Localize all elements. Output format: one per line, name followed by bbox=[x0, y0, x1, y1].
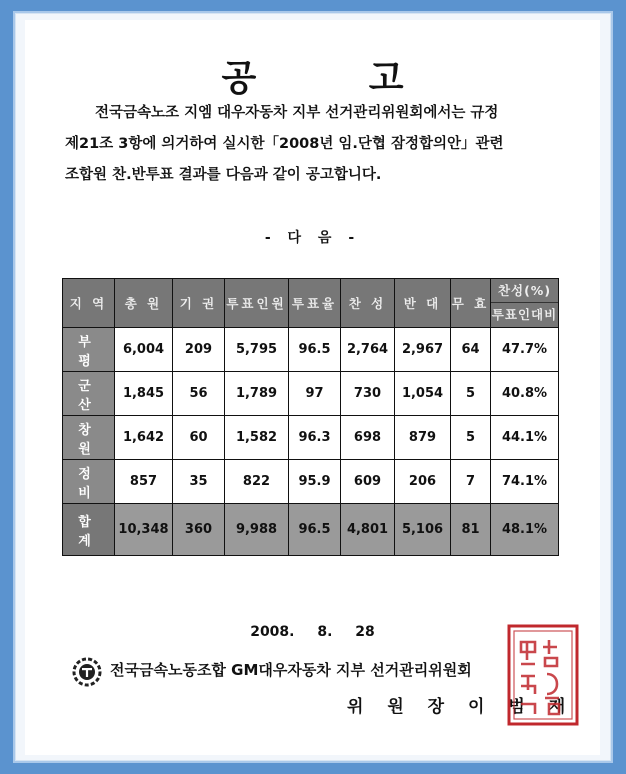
cell-approval: 47.7% bbox=[491, 328, 559, 372]
cell-voters: 822 bbox=[225, 460, 289, 504]
header-turnout: 투표율 bbox=[289, 279, 341, 328]
table-body bbox=[63, 328, 559, 556]
cell-abstain: 35 bbox=[173, 460, 225, 504]
table-row bbox=[63, 328, 559, 372]
header-members: 총 원 bbox=[115, 279, 173, 328]
table-row bbox=[63, 416, 559, 460]
cell-approval: 40.8% bbox=[491, 372, 559, 416]
cell-turnout: 97 bbox=[289, 372, 341, 416]
page-title: 공 고 bbox=[221, 58, 454, 99]
header-abstain: 기 권 bbox=[173, 279, 225, 328]
table-row bbox=[63, 460, 559, 504]
notice-date: 2008. 8. 28 bbox=[250, 624, 375, 640]
cell-abstain: 360 bbox=[173, 504, 225, 556]
cell-yes: 2,764 bbox=[341, 328, 395, 372]
header-approval-bottom: 투표인대비 bbox=[491, 307, 558, 322]
cell-yes: 609 bbox=[341, 460, 395, 504]
cell-invalid: 5 bbox=[451, 416, 491, 460]
cell-voters: 5,795 bbox=[225, 328, 289, 372]
notice-body bbox=[65, 98, 585, 191]
cell-invalid: 5 bbox=[451, 372, 491, 416]
cell-no: 2,967 bbox=[395, 328, 451, 372]
cell-no: 1,054 bbox=[395, 372, 451, 416]
body-line: 제21조 3항에 의거하여 실시한「2008년 임.단협 잠정합의안」관련 bbox=[65, 136, 504, 152]
cell-region: 합 계 bbox=[63, 504, 115, 556]
cell-yes: 730 bbox=[341, 372, 395, 416]
cell-members: 1,845 bbox=[115, 372, 173, 416]
cell-turnout: 96.3 bbox=[289, 416, 341, 460]
cell-no: 206 bbox=[395, 460, 451, 504]
organization-name: 전국금속노동조합 GM대우자동차 지부 선거관리위원회 bbox=[110, 661, 472, 679]
cell-yes: 4,801 bbox=[341, 504, 395, 556]
header-no: 반 대 bbox=[395, 279, 451, 328]
cell-abstain: 56 bbox=[173, 372, 225, 416]
table-row bbox=[63, 372, 559, 416]
header-approval-top: 찬성(%) bbox=[491, 279, 558, 303]
cell-turnout: 96.5 bbox=[289, 328, 341, 372]
vote-results-table bbox=[62, 278, 559, 556]
cell-voters: 1,582 bbox=[225, 416, 289, 460]
cell-members: 1,642 bbox=[115, 416, 173, 460]
cell-no: 5,106 bbox=[395, 504, 451, 556]
header-approval bbox=[491, 279, 559, 328]
cell-voters: 9,988 bbox=[225, 504, 289, 556]
header-yes: 찬 성 bbox=[341, 279, 395, 328]
cell-approval: 48.1% bbox=[491, 504, 559, 556]
chairperson-name: 위 원 장 이 범 재 bbox=[347, 697, 575, 717]
cell-yes: 698 bbox=[341, 416, 395, 460]
header-voters: 투표인원 bbox=[225, 279, 289, 328]
header-invalid: 무 효 bbox=[451, 279, 491, 328]
cell-approval: 74.1% bbox=[491, 460, 559, 504]
cell-invalid: 81 bbox=[451, 504, 491, 556]
official-seal-stamp bbox=[503, 620, 583, 730]
notice-document bbox=[25, 20, 600, 755]
body-line: 전국금속노조 지엠 대우자동차 지부 선거관리위원회에서는 규정 bbox=[95, 105, 499, 121]
next-label: - 다 음 - bbox=[264, 230, 361, 246]
body-line: 조합원 찬.반투표 결과를 다음과 같이 공고합니다. bbox=[65, 167, 382, 183]
cell-invalid: 64 bbox=[451, 328, 491, 372]
cell-members: 6,004 bbox=[115, 328, 173, 372]
cell-invalid: 7 bbox=[451, 460, 491, 504]
header-region: 지 역 bbox=[63, 279, 115, 328]
cell-region: 부 평 bbox=[63, 328, 115, 372]
union-logo-icon bbox=[70, 657, 104, 687]
cell-voters: 1,789 bbox=[225, 372, 289, 416]
cell-turnout: 95.9 bbox=[289, 460, 341, 504]
cell-region: 정 비 bbox=[63, 460, 115, 504]
cell-members: 10,348 bbox=[115, 504, 173, 556]
cell-no: 879 bbox=[395, 416, 451, 460]
cell-abstain: 209 bbox=[173, 328, 225, 372]
cell-region: 군 산 bbox=[63, 372, 115, 416]
table-total-row bbox=[63, 504, 559, 556]
cell-members: 857 bbox=[115, 460, 173, 504]
cell-approval: 44.1% bbox=[491, 416, 559, 460]
table-header-row bbox=[63, 279, 559, 328]
cell-turnout: 96.5 bbox=[289, 504, 341, 556]
cell-region: 창 원 bbox=[63, 416, 115, 460]
cell-abstain: 60 bbox=[173, 416, 225, 460]
